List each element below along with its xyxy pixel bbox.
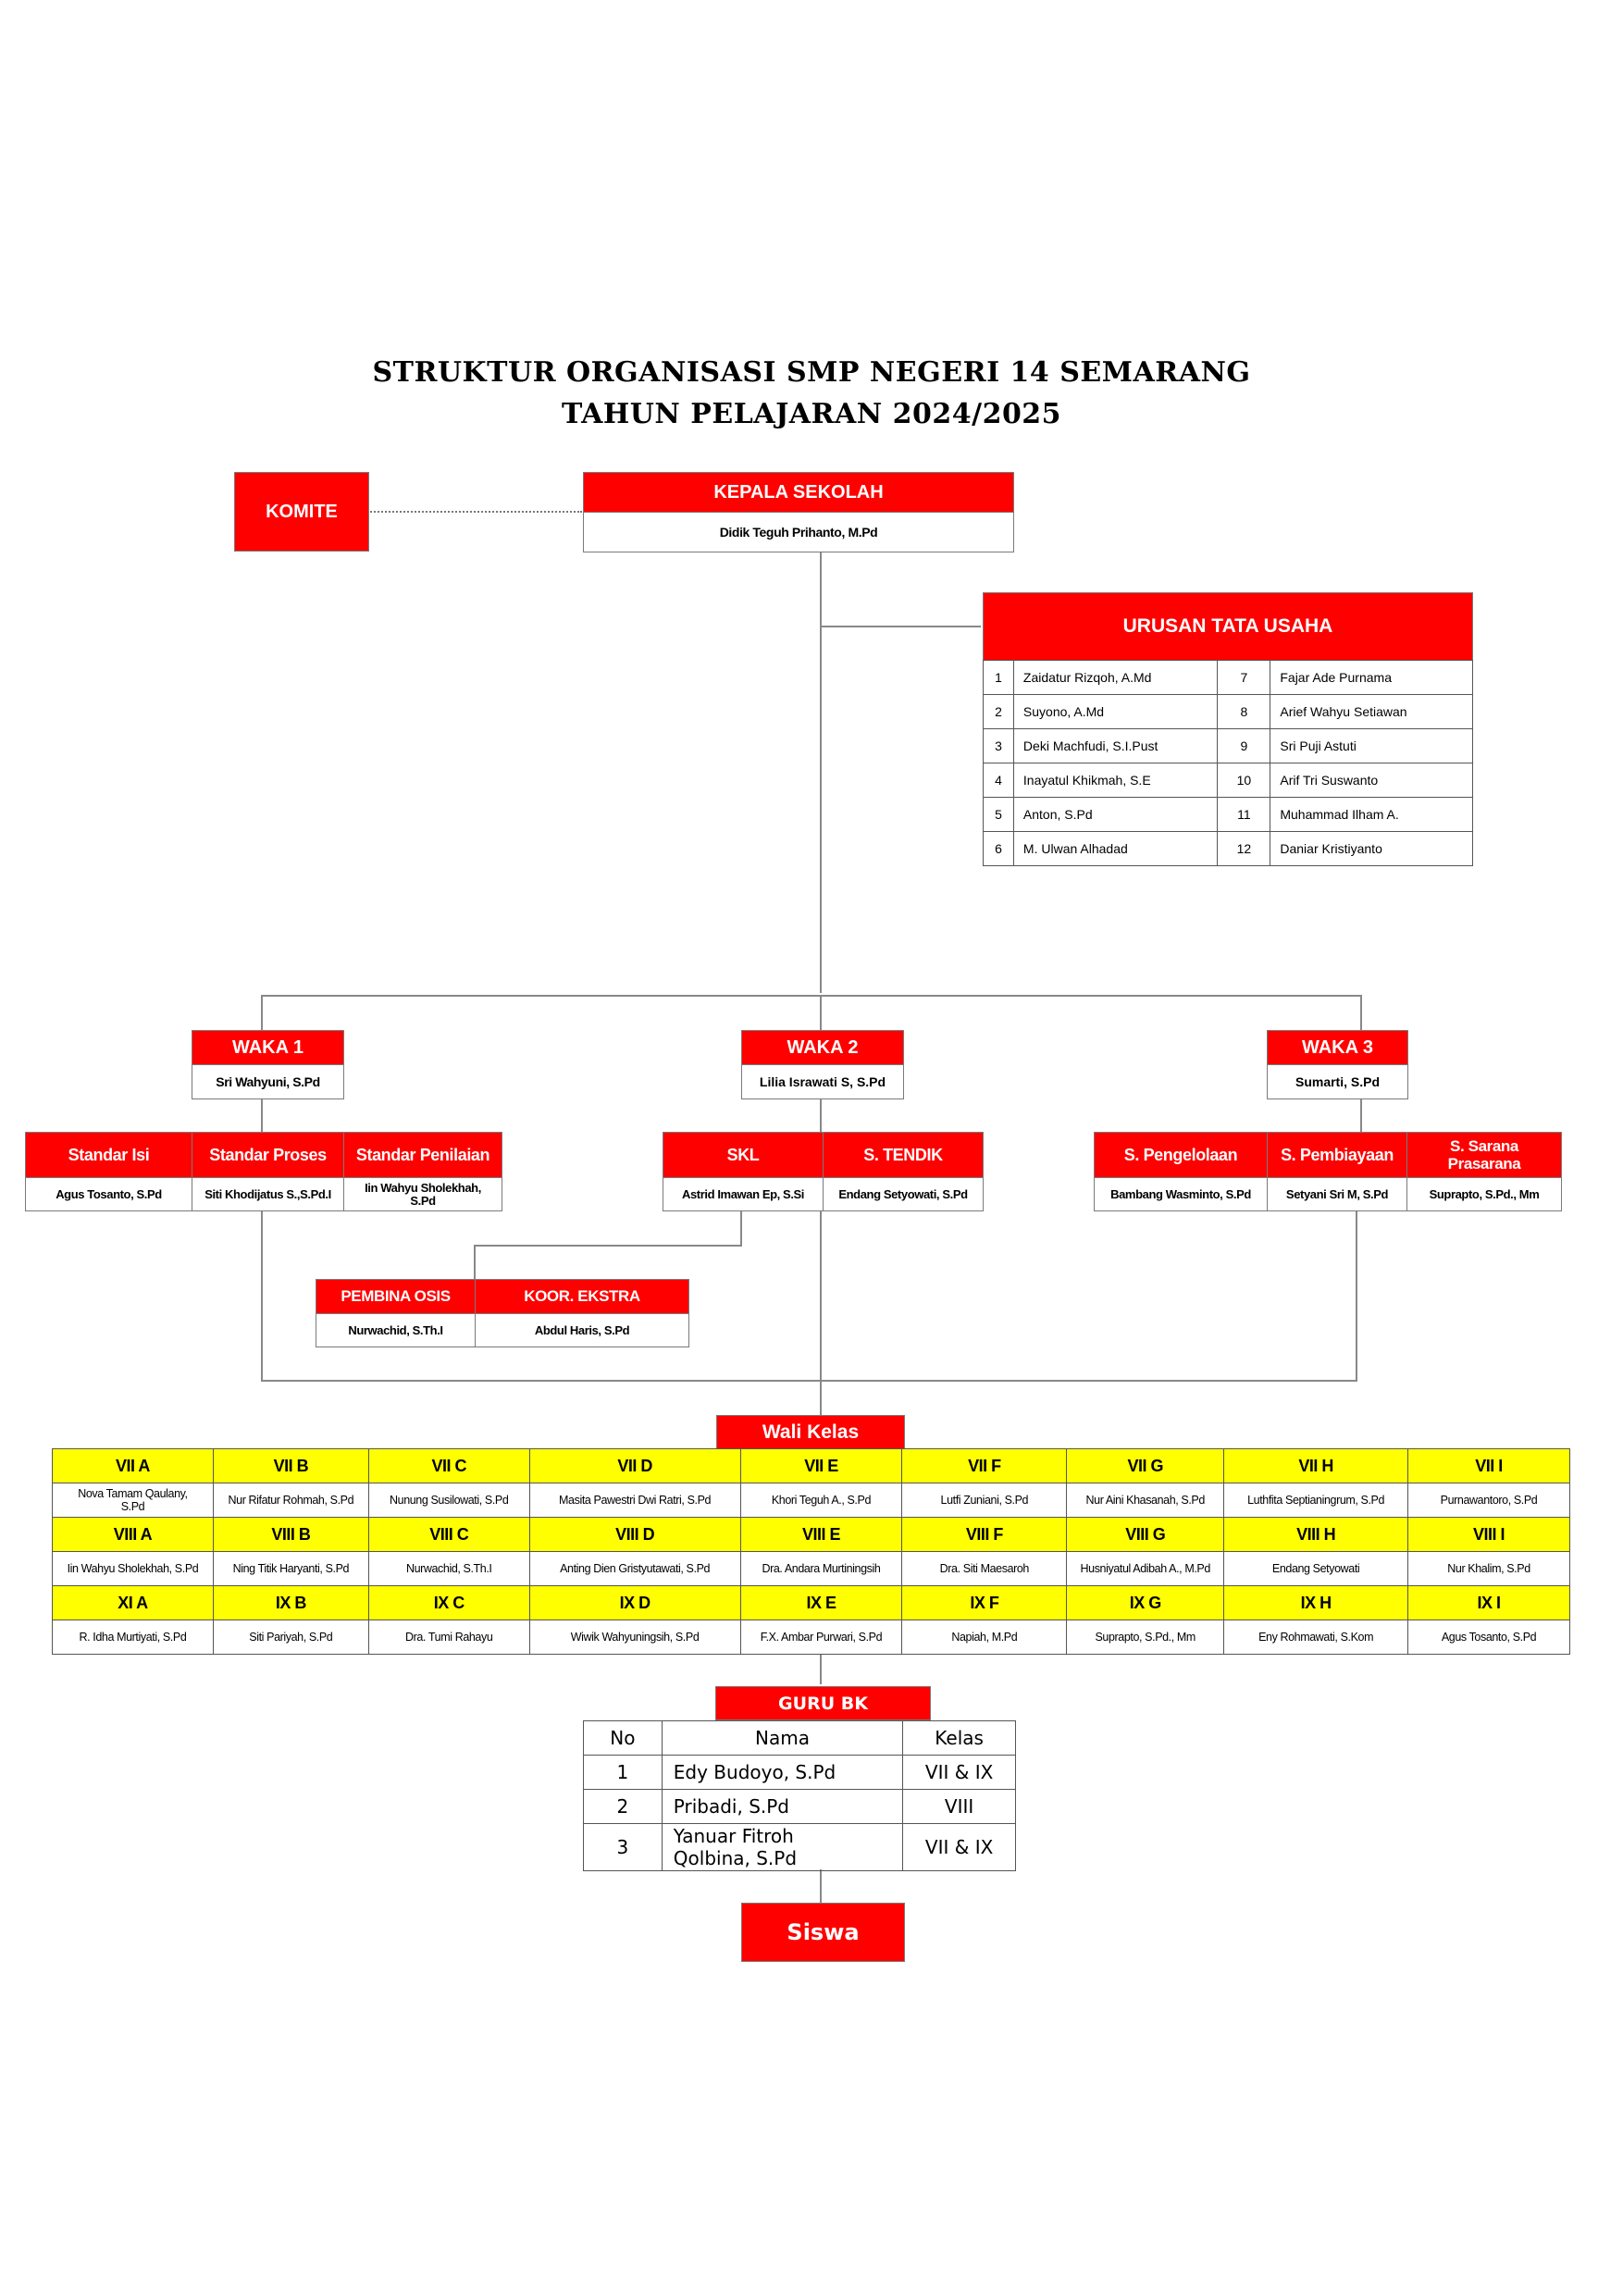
class-label: IX C bbox=[368, 1586, 529, 1620]
tata-usaha-header[interactable]: URUSAN TATA USAHA bbox=[983, 592, 1473, 661]
waka1-drop bbox=[261, 995, 263, 1030]
class-header-row bbox=[53, 1518, 1570, 1552]
teacher-name: Nunung Susilowati, S.Pd bbox=[368, 1483, 529, 1518]
class-label: VIII G bbox=[1067, 1518, 1224, 1552]
unit-standar-penilaian-name: Iin Wahyu Sholekhah, S.Pd bbox=[343, 1177, 502, 1211]
teacher-name: Dra. Tumi Rahayu bbox=[368, 1620, 529, 1655]
tu-no: 1 bbox=[984, 661, 1014, 695]
class-label: VII G bbox=[1067, 1449, 1224, 1483]
bk-no: 2 bbox=[584, 1790, 663, 1824]
teacher-name: F.X. Ambar Purwari, S.Pd bbox=[740, 1620, 902, 1655]
class-label: IX I bbox=[1408, 1586, 1570, 1620]
siswa-box[interactable]: Siswa bbox=[741, 1903, 905, 1962]
kepala-sekolah-header[interactable]: KEPALA SEKOLAH bbox=[583, 472, 1014, 513]
tu-no: 4 bbox=[984, 763, 1014, 798]
unit-s-tendik-name: Endang Setyowati, S.Pd bbox=[823, 1177, 984, 1211]
teacher-name: Ning Titik Haryanti, S.Pd bbox=[213, 1552, 368, 1586]
teacher-name: Nur Aini Khasanah, S.Pd bbox=[1067, 1483, 1224, 1518]
guru-bk-header[interactable]: GURU BK bbox=[715, 1686, 931, 1720]
waka1-name: Sri Wahyuni, S.Pd bbox=[192, 1064, 344, 1099]
tu-no: 10 bbox=[1218, 763, 1270, 798]
class-label: IX D bbox=[529, 1586, 740, 1620]
waka2-units-connector bbox=[820, 1098, 822, 1132]
teacher-name: Nova Tamam Qaulany, S.Pd bbox=[53, 1483, 214, 1518]
skl-drop bbox=[740, 1210, 742, 1246]
main-connector bbox=[820, 552, 822, 993]
bk-kelas: VII & IX bbox=[903, 1756, 1016, 1790]
bk-nama: Pribadi, S.Pd bbox=[662, 1790, 902, 1824]
class-label: VIII H bbox=[1224, 1518, 1408, 1552]
waka2-header[interactable]: WAKA 2 bbox=[741, 1030, 904, 1065]
wali-kelas-table bbox=[52, 1448, 1570, 1655]
bk-kelas: VIII bbox=[903, 1790, 1016, 1824]
class-label: IX G bbox=[1067, 1586, 1224, 1620]
tu-name: Daniar Kristiyanto bbox=[1270, 832, 1473, 866]
table-row bbox=[984, 695, 1473, 729]
bk-col-kelas: Kelas bbox=[903, 1721, 1016, 1756]
tu-name: Fajar Ade Purnama bbox=[1270, 661, 1473, 695]
teacher-name: Khori Teguh A., S.Pd bbox=[740, 1483, 902, 1518]
teacher-name: Dra. Siti Maesaroh bbox=[902, 1552, 1067, 1586]
unit-s-sarana-prasarana-name: Suprapto, S.Pd., Mm bbox=[1406, 1177, 1562, 1211]
teacher-name: Endang Setyowati bbox=[1224, 1552, 1408, 1586]
teacher-name: Husniyatul Adibah A., M.Pd bbox=[1067, 1552, 1224, 1586]
class-label: VIII I bbox=[1408, 1518, 1570, 1552]
table-row bbox=[984, 661, 1473, 695]
teacher-name: Anting Dien Gristyutawati, S.Pd bbox=[529, 1552, 740, 1586]
unit-standar-proses[interactable]: Standar Proses bbox=[192, 1132, 344, 1178]
tu-no: 7 bbox=[1218, 661, 1270, 695]
class-label: VII D bbox=[529, 1449, 740, 1483]
table-row bbox=[584, 1756, 1016, 1790]
class-label: VIII E bbox=[740, 1518, 902, 1552]
wali-kelas-header[interactable]: Wali Kelas bbox=[716, 1415, 905, 1449]
tu-name: Deki Machfudi, S.I.Pust bbox=[1013, 729, 1218, 763]
pembina-osis-header[interactable]: PEMBINA OSIS bbox=[316, 1279, 476, 1314]
tu-no: 5 bbox=[984, 798, 1014, 832]
class-label: VIII F bbox=[902, 1518, 1067, 1552]
komite-box[interactable]: KOMITE bbox=[234, 472, 369, 552]
tu-name: Arif Tri Suswanto bbox=[1270, 763, 1473, 798]
bk-header-row bbox=[584, 1721, 1016, 1756]
guru-bk-table bbox=[583, 1720, 1016, 1871]
class-label: VII C bbox=[368, 1449, 529, 1483]
tu-no: 2 bbox=[984, 695, 1014, 729]
tu-name: Arief Wahyu Setiawan bbox=[1270, 695, 1473, 729]
teacher-name: Luthfita Septianingrum, S.Pd bbox=[1224, 1483, 1408, 1518]
tu-name: Suyono, A.Md bbox=[1013, 695, 1218, 729]
bk-nama: Edy Budoyo, S.Pd bbox=[662, 1756, 902, 1790]
tata-usaha-connector bbox=[820, 626, 981, 627]
unit-standar-proses-name: Siti Khodijatus S.,S.Pd.I bbox=[192, 1177, 344, 1211]
teacher-name: Siti Pariyah, S.Pd bbox=[213, 1620, 368, 1655]
class-label: VIII C bbox=[368, 1518, 529, 1552]
unit-standar-isi-name: Agus Tosanto, S.Pd bbox=[25, 1177, 192, 1211]
class-label: IX F bbox=[902, 1586, 1067, 1620]
teacher-name: Eny Rohmawati, S.Kom bbox=[1224, 1620, 1408, 1655]
teacher-name: R. Idha Murtiyati, S.Pd bbox=[53, 1620, 214, 1655]
waka1-units-connector bbox=[261, 1098, 263, 1132]
koor-ekstra-name: Abdul Haris, S.Pd bbox=[475, 1313, 689, 1347]
tu-name: Inayatul Khikmah, S.E bbox=[1013, 763, 1218, 798]
class-label: VII H bbox=[1224, 1449, 1408, 1483]
bk-no: 1 bbox=[584, 1756, 663, 1790]
kesiswaan-drop bbox=[474, 1245, 476, 1280]
waka3-drop bbox=[1360, 995, 1362, 1030]
bk-kelas: VII & IX bbox=[903, 1824, 1016, 1871]
unit-standar-penilaian[interactable]: Standar Penilaian bbox=[343, 1132, 502, 1178]
unit-s-pengelolaan[interactable]: S. Pengelolaan bbox=[1094, 1132, 1268, 1178]
page-title: STRUKTUR ORGANISASI SMP NEGERI 14 SEMARANG bbox=[372, 356, 1251, 389]
kesiswaan-bar bbox=[474, 1245, 742, 1247]
class-label: IX B bbox=[213, 1586, 368, 1620]
class-header-row bbox=[53, 1586, 1570, 1620]
class-label: VIII A bbox=[53, 1518, 214, 1552]
table-row bbox=[984, 729, 1473, 763]
tu-name: Zaidatur Rizqoh, A.Md bbox=[1013, 661, 1218, 695]
waka2-drop bbox=[820, 995, 822, 1030]
teacher-name: Wiwik Wahyuningsih, S.Pd bbox=[529, 1620, 740, 1655]
teacher-row bbox=[53, 1483, 1570, 1518]
teacher-name: Dra. Andara Murtiningsih bbox=[740, 1552, 902, 1586]
unit-s-tendik[interactable]: S. TENDIK bbox=[823, 1132, 984, 1178]
tu-no: 9 bbox=[1218, 729, 1270, 763]
tata-usaha-table bbox=[983, 660, 1473, 866]
siswa-connector bbox=[820, 1869, 822, 1903]
teacher-name: Nur Khalim, S.Pd bbox=[1408, 1552, 1570, 1586]
teacher-name: Iin Wahyu Sholekhah, S.Pd bbox=[53, 1552, 214, 1586]
tu-name: Anton, S.Pd bbox=[1013, 798, 1218, 832]
page-subtitle: TAHUN PELAJARAN 2024/2025 bbox=[561, 398, 1062, 430]
bk-no: 3 bbox=[584, 1824, 663, 1871]
teacher-name: Napiah, M.Pd bbox=[902, 1620, 1067, 1655]
wali-connector bbox=[820, 1210, 822, 1416]
unit-skl[interactable]: SKL bbox=[663, 1132, 824, 1178]
unit-s-sarana-prasarana[interactable]: S. Sarana Prasarana bbox=[1406, 1132, 1562, 1178]
class-header-row bbox=[53, 1449, 1570, 1483]
waka-bar-connector bbox=[261, 995, 1362, 997]
teacher-name: Lutfi Zuniani, S.Pd bbox=[902, 1483, 1067, 1518]
bottom-frame-connector bbox=[261, 1380, 1357, 1382]
table-row bbox=[984, 832, 1473, 866]
teacher-name: Nurwachid, S.Th.I bbox=[368, 1552, 529, 1586]
unit-skl-name: Astrid Imawan Ep, S.Si bbox=[663, 1177, 824, 1211]
teacher-name: Nur Rifatur Rohmah, S.Pd bbox=[213, 1483, 368, 1518]
class-label: IX E bbox=[740, 1586, 902, 1620]
teacher-name: Suprapto, S.Pd., Mm bbox=[1067, 1620, 1224, 1655]
waka3-name: Sumarti, S.Pd bbox=[1267, 1064, 1408, 1099]
waka3-header[interactable]: WAKA 3 bbox=[1267, 1030, 1408, 1065]
tu-no: 12 bbox=[1218, 832, 1270, 866]
class-label: VIII B bbox=[213, 1518, 368, 1552]
class-label: VII A bbox=[53, 1449, 214, 1483]
tu-name: Muhammad Ilham A. bbox=[1270, 798, 1473, 832]
class-label: IX H bbox=[1224, 1586, 1408, 1620]
koor-ekstra-header[interactable]: KOOR. EKSTRA bbox=[475, 1279, 689, 1314]
teacher-name: Agus Tosanto, S.Pd bbox=[1408, 1620, 1570, 1655]
waka2-name: Lilia Israwati S, S.Pd bbox=[741, 1064, 904, 1099]
table-row bbox=[584, 1790, 1016, 1824]
unit-s-pembiayaan-name: Setyani Sri M, S.Pd bbox=[1267, 1177, 1407, 1211]
class-label: VII I bbox=[1408, 1449, 1570, 1483]
table-row bbox=[584, 1824, 1016, 1871]
tu-no: 3 bbox=[984, 729, 1014, 763]
table-row bbox=[984, 763, 1473, 798]
bk-col-no: No bbox=[584, 1721, 663, 1756]
class-label: VII B bbox=[213, 1449, 368, 1483]
unit-standar-isi[interactable]: Standar Isi bbox=[25, 1132, 192, 1178]
bk-nama: Yanuar Fitroh Qolbina, S.Pd bbox=[662, 1824, 902, 1871]
unit-s-pengelolaan-name: Bambang Wasminto, S.Pd bbox=[1094, 1177, 1268, 1211]
class-label: VII F bbox=[902, 1449, 1067, 1483]
teacher-name: Purnawantoro, S.Pd bbox=[1408, 1483, 1570, 1518]
bk-col-nama: Nama bbox=[662, 1721, 902, 1756]
left-frame-connector bbox=[261, 1210, 263, 1381]
class-label: XI A bbox=[53, 1586, 214, 1620]
teacher-row bbox=[53, 1620, 1570, 1655]
unit-s-pembiayaan[interactable]: S. Pembiayaan bbox=[1267, 1132, 1407, 1178]
tu-no: 8 bbox=[1218, 695, 1270, 729]
waka1-header[interactable]: WAKA 1 bbox=[192, 1030, 344, 1065]
table-row bbox=[984, 798, 1473, 832]
right-frame-connector bbox=[1356, 1210, 1357, 1381]
tu-no: 11 bbox=[1218, 798, 1270, 832]
waka3-units-connector bbox=[1360, 1098, 1362, 1132]
pembina-osis-name: Nurwachid, S.Th.I bbox=[316, 1313, 476, 1347]
komite-connector bbox=[367, 511, 582, 513]
class-label: VIII D bbox=[529, 1518, 740, 1552]
teacher-row bbox=[53, 1552, 1570, 1586]
kepala-sekolah-name: Didik Teguh Prihanto, M.Pd bbox=[583, 512, 1014, 552]
tu-name: M. Ulwan Alhadad bbox=[1013, 832, 1218, 866]
class-label: VII E bbox=[740, 1449, 902, 1483]
teacher-name: Masita Pawestri Dwi Ratri, S.Pd bbox=[529, 1483, 740, 1518]
tu-name: Sri Puji Astuti bbox=[1270, 729, 1473, 763]
tu-no: 6 bbox=[984, 832, 1014, 866]
